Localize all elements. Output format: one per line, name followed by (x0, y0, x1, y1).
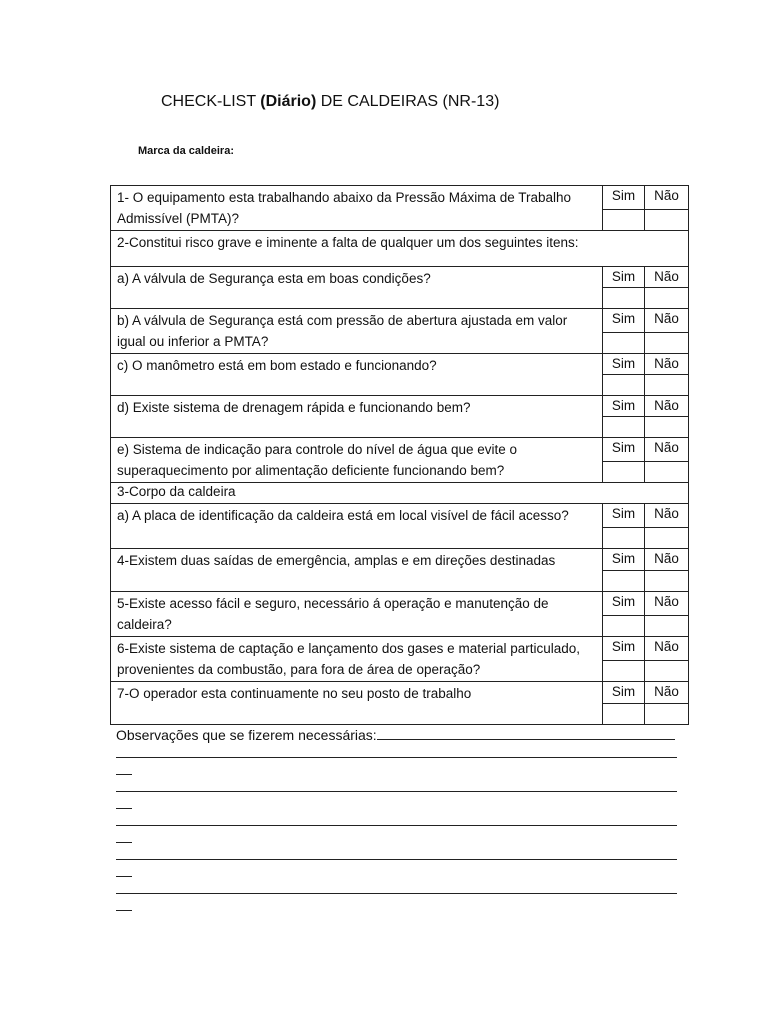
checklist-table (110, 185, 689, 725)
section-row (111, 231, 689, 267)
yes-label: Sim (603, 438, 645, 462)
observation-line[interactable] (116, 893, 677, 894)
observation-line-end (116, 774, 132, 775)
yes-label: Sim (603, 549, 645, 571)
question-text: 1- O equipamento esta trabalhando abaixo da Pressão Máxima de Trabalho Admissível (PMTA)? (111, 186, 603, 231)
no-checkbox[interactable] (645, 417, 689, 438)
no-checkbox[interactable] (645, 571, 689, 592)
no-label: Não (645, 682, 689, 704)
no-label: Não (645, 592, 689, 616)
checklist-row (111, 682, 689, 704)
checklist-row (111, 637, 689, 661)
section-row (111, 483, 689, 504)
no-label: Não (645, 396, 689, 417)
yes-label: Sim (603, 504, 645, 528)
checklist-row (111, 438, 689, 462)
question-text: 5-Existe acesso fácil e seguro, necessário á operação e manutenção de caldeira? (111, 592, 603, 637)
yes-checkbox[interactable] (603, 210, 645, 231)
yes-checkbox[interactable] (603, 661, 645, 682)
no-label: Não (645, 549, 689, 571)
checklist-row (111, 309, 689, 333)
question-text: 4-Existem duas saídas de emergência, amplas e em direções destinadas (111, 549, 603, 592)
checklist-row (111, 549, 689, 571)
yes-checkbox[interactable] (603, 333, 645, 354)
yes-checkbox[interactable] (603, 528, 645, 549)
checklist-row (111, 186, 689, 210)
yes-checkbox[interactable] (603, 704, 645, 725)
question-text: c) O manômetro está em bom estado e funcionando? (111, 354, 603, 396)
title-part-2: DE CALDEIRAS (NR-13) (316, 93, 500, 110)
section-text: 3-Corpo da caldeira (111, 483, 689, 504)
no-label: Não (645, 267, 689, 288)
checklist-row (111, 267, 689, 288)
question-text: 6-Existe sistema de captação e lançamento dos gases e material particulado, provenientes da combustão, para fora de área de operação? (111, 637, 603, 682)
no-label: Não (645, 354, 689, 375)
no-label: Não (645, 186, 689, 210)
no-label: Não (645, 309, 689, 333)
checklist-row (111, 354, 689, 375)
section-text: 2-Constitui risco grave e iminente a falta de qualquer um dos seguintes itens: (111, 231, 689, 267)
yes-checkbox[interactable] (603, 417, 645, 438)
yes-label: Sim (603, 354, 645, 375)
question-text: a) A placa de identificação da caldeira está em local visível de fácil acesso? (111, 504, 603, 549)
no-checkbox[interactable] (645, 333, 689, 354)
observation-line-end (116, 876, 132, 877)
no-checkbox[interactable] (645, 375, 689, 396)
no-checkbox[interactable] (645, 661, 689, 682)
yes-label: Sim (603, 267, 645, 288)
yes-checkbox[interactable] (603, 571, 645, 592)
question-text: e) Sistema de indicação para controle do nível de água que evite o superaquecimento por alimentação deficiente funcionando bem? (111, 438, 603, 483)
no-checkbox[interactable] (645, 462, 689, 483)
checklist-row (111, 504, 689, 528)
no-checkbox[interactable] (645, 528, 689, 549)
observation-line[interactable] (116, 859, 677, 860)
title-part-1: CHECK-LIST (161, 93, 261, 110)
question-text: d) Existe sistema de drenagem rápida e funcionando bem? (111, 396, 603, 438)
question-text: 7-O operador esta continuamente no seu posto de trabalho (111, 682, 603, 725)
no-checkbox[interactable] (645, 210, 689, 231)
yes-label: Sim (603, 637, 645, 661)
no-checkbox[interactable] (645, 288, 689, 309)
checklist-row (111, 592, 689, 616)
no-checkbox[interactable] (645, 704, 689, 725)
yes-label: Sim (603, 682, 645, 704)
title-bold-part: (Diário) (260, 93, 317, 110)
observation-line-end (116, 808, 132, 809)
no-label: Não (645, 504, 689, 528)
no-label: Não (645, 438, 689, 462)
checklist-row (111, 396, 689, 417)
yes-checkbox[interactable] (603, 288, 645, 309)
observations-field[interactable] (377, 725, 675, 740)
observation-line[interactable] (116, 791, 677, 792)
boiler-brand-label: Marca da caldeira: (138, 145, 234, 157)
yes-label: Sim (603, 309, 645, 333)
observation-line[interactable] (116, 757, 677, 758)
no-checkbox[interactable] (645, 616, 689, 637)
yes-label: Sim (603, 186, 645, 210)
observation-line-end (116, 842, 132, 843)
yes-label: Sim (603, 396, 645, 417)
yes-label: Sim (603, 592, 645, 616)
observations-label: Observações que se fizerem necessárias: (116, 727, 377, 743)
observations-heading (116, 725, 675, 743)
question-text: a) A válvula de Segurança esta em boas condições? (111, 267, 603, 309)
yes-checkbox[interactable] (603, 375, 645, 396)
question-text: b) A válvula de Segurança está com pressão de abertura ajustada em valor igual ou inferior a PMTA? (111, 309, 603, 354)
yes-checkbox[interactable] (603, 462, 645, 483)
page-title (161, 93, 499, 111)
no-label: Não (645, 637, 689, 661)
observation-line-end (116, 910, 132, 911)
yes-checkbox[interactable] (603, 616, 645, 637)
observation-line[interactable] (116, 825, 677, 826)
